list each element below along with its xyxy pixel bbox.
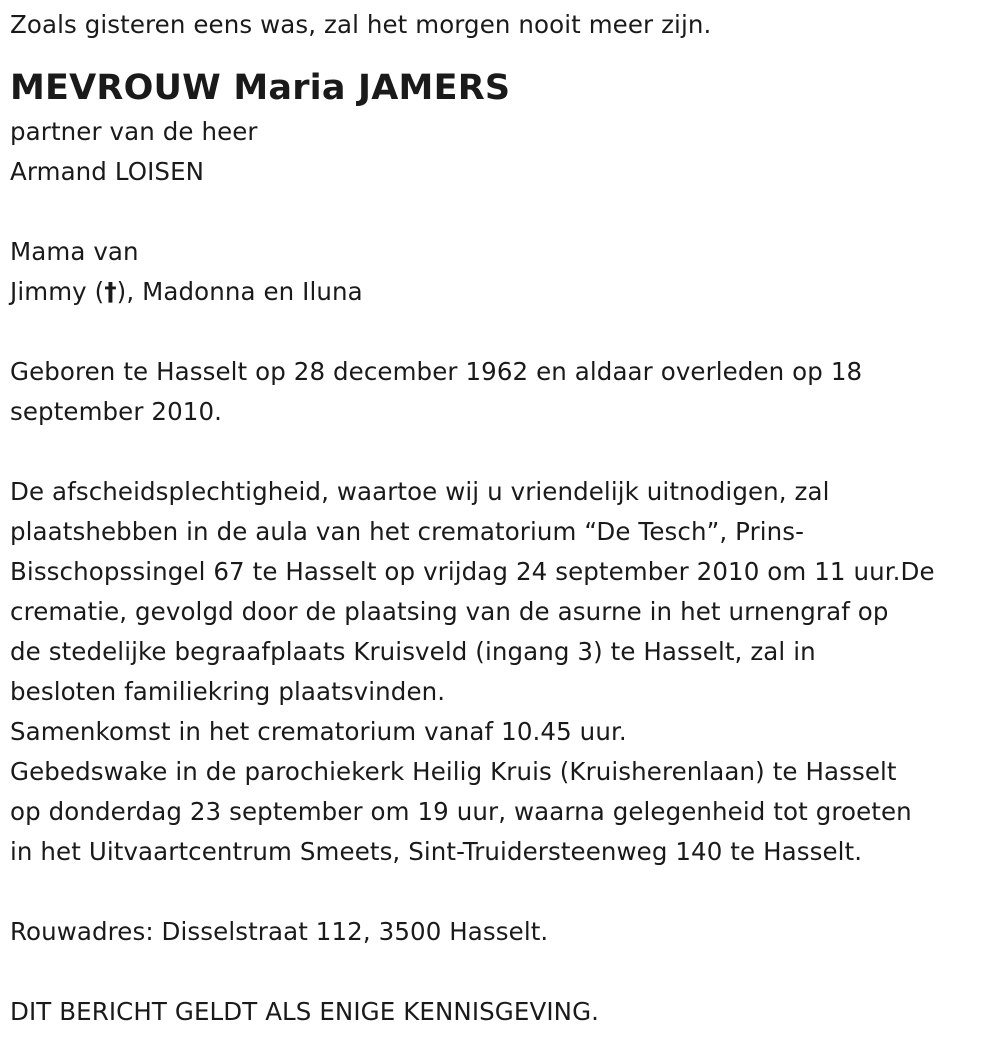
partner-line-1: partner van de heer [10, 117, 258, 146]
motto-quote: Zoals gisteren eens was, zal het morgen nooit meer zijn. [10, 10, 712, 39]
children-text-after: ), Madonna en Iluna [116, 277, 363, 306]
birth-death-line-2: september 2010. [10, 397, 223, 426]
ceremony-line: crematie, gevolgd door de plaatsing van de asurne in het urnengraf op [10, 597, 889, 626]
ceremony-line: Gebedswake in de parochiekerk Heilig Kruis (Kruisherenlaan) te Hasselt [10, 757, 897, 786]
notice-statement: DIT BERICHT GELDT ALS ENIGE KENNISGEVING. [10, 997, 600, 1026]
birth-death-line-1: Geboren te Hasselt op 28 december 1962 en aldaar overleden op 18 [10, 357, 863, 386]
children-line-1: Mama van [10, 237, 139, 266]
ceremony-line: op donderdag 23 september om 19 uur, waarna gelegenheid tot groeten [10, 797, 912, 826]
children-text-before: Jimmy ( [10, 277, 105, 306]
deceased-name: MEVROUW Maria JAMERS [10, 68, 511, 108]
spacer [10, 952, 1000, 992]
ceremony-line: plaatshebben in de aula van het crematorium “De Tesch”, Prins- [10, 517, 805, 546]
ceremony-line: Samenkomst in het crematorium vanaf 10.45 uur. [10, 717, 627, 746]
ceremony-line: de stedelijke begraafplaats Kruisveld (ingang 3) te Hasselt, zal in [10, 637, 816, 666]
spacer [10, 192, 1000, 232]
ceremony-line: De afscheidsplechtigheid, waartoe wij u vriendelijk uitnodigen, zal [10, 477, 830, 506]
spacer [10, 872, 1000, 912]
cross-icon: † [104, 277, 117, 306]
mourning-address: Rouwadres: Disselstraat 112, 3500 Hasselt. [10, 917, 549, 946]
spacer [10, 312, 1000, 352]
spacer [10, 432, 1000, 472]
ceremony-line: in het Uitvaartcentrum Smeets, Sint-Truidersteenweg 140 te Hasselt. [10, 837, 863, 866]
ceremony-line: Bisschopssingel 67 te Hasselt op vrijdag 24 september 2010 om 11 uur.De [10, 557, 935, 586]
partner-line-2: Armand LOISEN [10, 157, 205, 186]
ceremony-line: besloten familiekring plaatsvinden. [10, 677, 446, 706]
ceremony-paragraph [10, 472, 1000, 872]
children-line-2 [10, 272, 1000, 312]
